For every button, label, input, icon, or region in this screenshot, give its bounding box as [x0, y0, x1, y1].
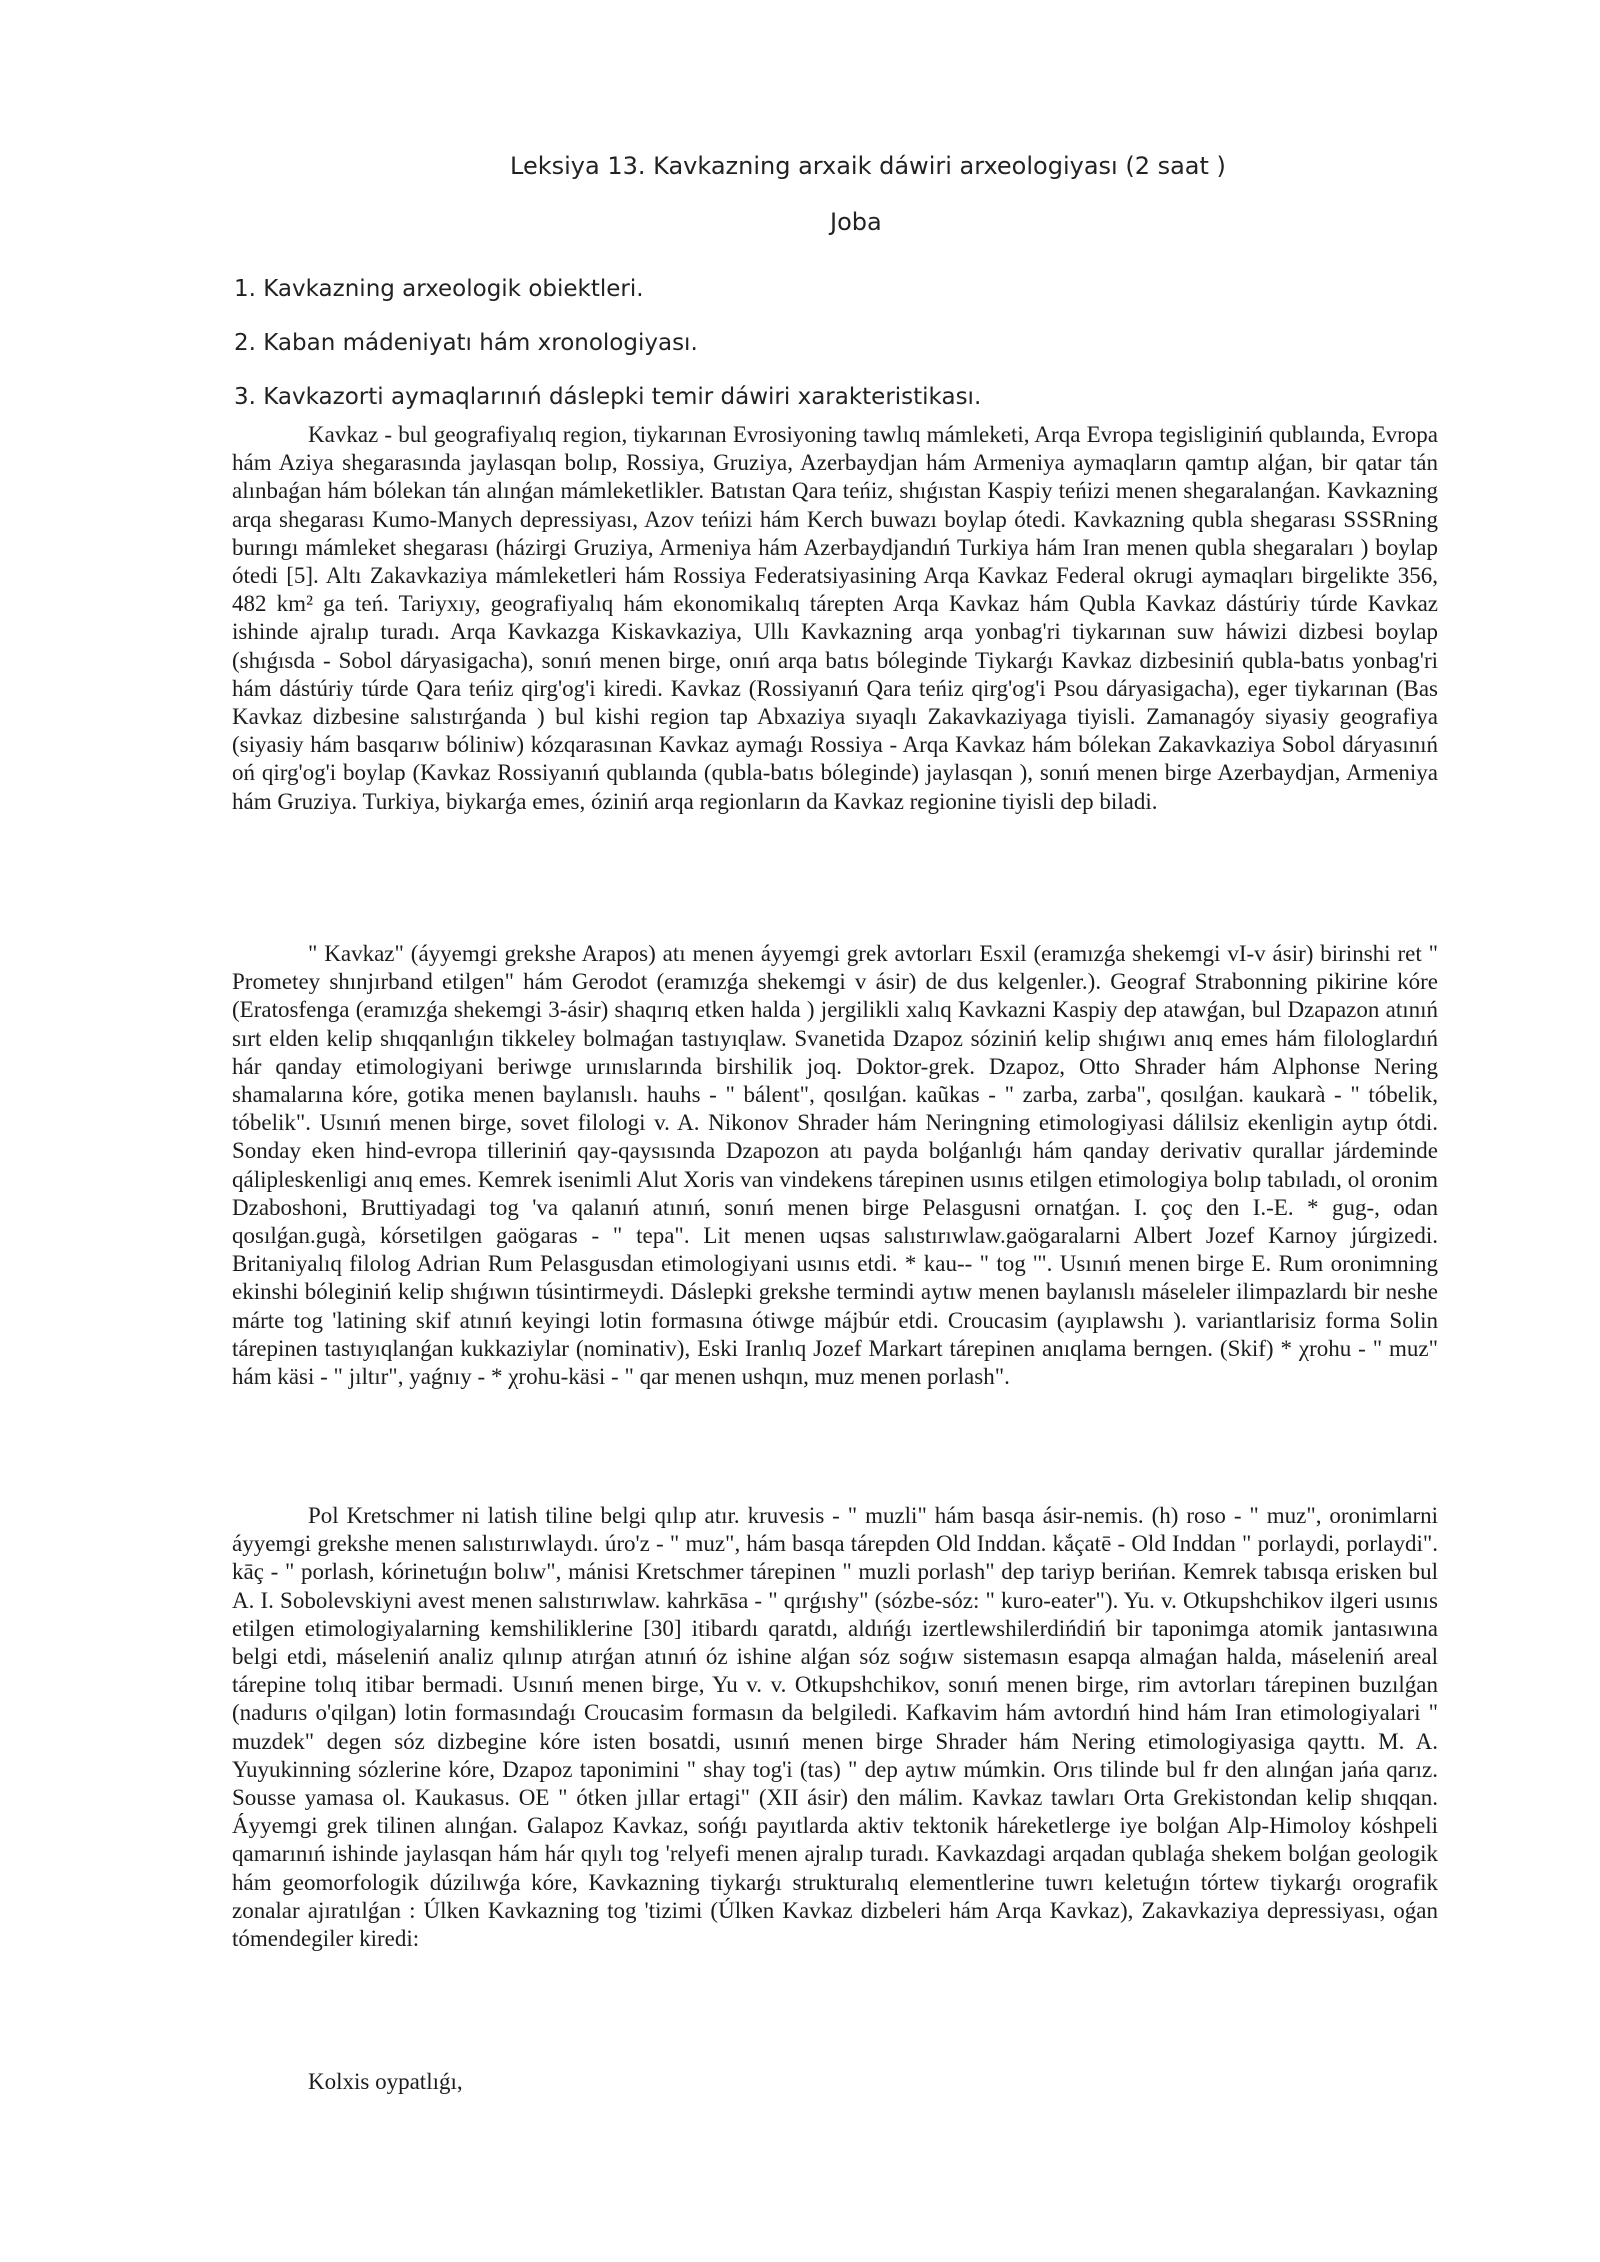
plan-list: [234, 262, 981, 424]
body-paragraph: " Kavkaz" (áyyemgi grekshe Arapos) atı menen áyyemgi grek avtorları Esxil (eramızǵa shekemgi vI-v ásir) birinshi ret " Prometey shınjırband etilgen" hám Gerodot (eramızǵa shekemgi v ásir) de dus kelgenler.). Geograf Strabonning pikirine kóre (Eratosfenga (eramızǵa shekemgi 3-ásir) shaqırıq etken halda ) jergilikli xalıq Kavkazni Kaspiy dep atawǵan, bul Dzapazon atınıń sırt elden kelip shıqqanlıǵın tikkeley bolmaǵan tastıyıqlaw. Svanetida Dzapoz sóziniń kelip shıǵıwı anıq emes hám filologlardıń hár qanday etimologiyani beriwge urınıslarında birshilik joq. Doktor-grek. Dzapoz, Otto Shrader hám Alphonse Nering shamalarına kóre, gotika menen baylanıslı. hauhs - " bálent", qosılǵan. kaũkas - " zarba, zarba", qosılǵan. kaukarà - " tóbelik, tóbelik". Usınıń menen birge, sovet filologi v. A. Nikonov Shrader hám Neringning etimologiyasi dálilsiz ekenligin aytıp ótdi. Sonday eken hind-evropa tilleriniń qay-qaysısında Dzapozon atı payda bolǵanlıǵı hám qanday derivativ qurallar járdeminde qálipleskenligi anıq emes. Kemrek isenimli Alut Xoris van vindekens tárepinen usınıs etilgen etimologiya bolıp tabıladı, ol oronim Dzaboshoni, Bruttiyadagi tog 'va qalanıń atınıń, sonıń menen birge Pelasgusni ornatǵan. I. çoç den I.-E. * gug-, odan qosılǵan.gugà, kórsetilgen gaögaras - " tepa". Lit menen uqsas salıstırıwlaw.gaögaralarni Albert Jozef Karnoy júrgizedi. Britaniyalıq filolog Adrian Rum Pelasgusdan etimologiyani usınıs etdi. * kau-- " tog '". Usınıń menen birge E. Rum oronimning ekinshi bóleginiń kelip shıǵıwın túsintirmeydi. Dáslepki grekshe termindi aytıw menen baylanıslı máseleler ilimpazlardı bir neshe márte tog 'latining skif atınıń keyingi lotin formasına ótiwge májbúr etdi. Croucasim (ayıplawshı ). variantlarisiz forma Solin tárepinen tastıyıqlanǵan kukkaziylar (nominativ), Eski Iranlıq Jozef Markart tárepinen anıqlama berngen. (Skif) * χrohu - " muz" hám käsi - " jıltır", yaǵnıy - * χrohu-käsi - " qar menen ushqın, muz menen porlash".: [232, 941, 1438, 1390]
plan-item: 3. Kavkazorti aymaqlarınıń dáslepki temir dáwiri xarakteristikası.: [234, 384, 982, 410]
plan-item: 2. Kaban mádeniyatı hám xronologiyası.: [234, 330, 698, 356]
body-paragraph: Kavkaz - bul geografiyalıq region, tiykarınan Evrosiyoning tawlıq mámleketi, Arqa Evropa tegisliginiń qublaında, Evropa hám Aziya shegarasında jaylasqan bolıp, Rossiya, Gruziya, Azerbaydjan hám Armeniya aymaqların qamtıp alǵan, bir qatar tán alınbaǵan hám bólekan tán alınǵan mámleketlikler. Batıstan Qara teńiz, shıǵıstan Kaspiy teńizi menen shegaralanǵan. Kavkazning arqa shegarası Kumo-Manych depressiyası, Azov teńizi hám Kerch buwazı boylap ótedi. Kavkazning qubla shegarası SSSRning burıngı mámleket shegarası (házirgi Gruziya, Armeniya hám Azerbaydjandıń Turkiya hám Iran menen qubla shegaraları ) boylap ótedi [5]. Altı Zakavkaziya mámleketleri hám Rossiya Federatsiyasining Arqa Kavkaz Federal okrugi aymaqları birgelikte 356, 482 km² ga teń. Tariyxıy, geografiyalıq hám ekonomikalıq tárepten Arqa Kavkaz hám Qubla Kavkaz dástúriy túrde Kavkaz ishinde ajralıp turadı. Arqa Kavkazga Kiskavkaziya, Ullı Kavkazning arqa yonbag'ri tiykarınan suw háwizi dizbesi boylap (shıǵısda - Sobol dáryasigacha), sonıń menen birge, onıń arqa batıs bóleginde Tiykarǵı Kavkaz dizbesiniń qubla-batıs yonbag'ri hám dástúriy túrde Qara teńiz qirg'og'i kiredi. Kavkaz (Rossiyanıń Qara teńiz qirg'og'i Psou dáryasigacha), eger tiykarınan (Bas Kavkaz dizbesine salıstırǵanda ) bul kishi region tap Abxaziya sıyaqlı Zakavkaziyaga tiyisli. Zamanagóy siyasiy geografiya (siyasiy hám basqarıw bóliniw) kózqarasınan Kavkaz aymaǵı Rossiya - Arqa Kavkaz hám bólekan Zakavkaziya Sobol dáryasınıń oń qirg'og'i boylap (Kavkaz Rossiyanıń qublaında (qubla-batıs bóleginde) jaylasqan ), sonıń menen birge Azerbaydjan, Armeniya hám Gruziya. Turkiya, biykarǵa emes, óziniń arqa regionların da Kavkaz regionine tiyisli dep biladi.: [232, 422, 1438, 814]
body-paragraph: Kolxis oypatlıǵı,: [308, 2069, 463, 2094]
plan-heading: Joba: [830, 208, 882, 236]
body-paragraph: Pol Kretschmer ni latish tiline belgi qılıp atır. kruvesis - " muzli" hám basqa ásir-nemis. (h) roso - " muz", oronimlarni áyyemgi grekshe menen salıstırıwlaydı. úro'z - " muz", hám basqa tárepden Old Inddan. kắçatē - Old Inddan " porlaydi, porlaydi". kāç - " porlash, kórinetuǵın bolıw", mánisi Kretschmer tárepinen " muzli porlash" dep tariyp berińan. Kemrek tabısqa erisken bul A. I. Sobolevskiyni avest menen salıstırıwlaw. kahrkāsa - " qırǵıshy" (sózbe-sóz: " kuro-eater"). Yu. v. Otkupshchikov ilgeri usınıs etilgen etimologiyalarning kemshiliklerine [30] itibardı qaratdı, aldıńǵı izertlewshilerdińdiń bir taponimga atomik jantasıwına belgi etdi, máseleniń analiz qılınıp atırǵan atınıń óz ishine alǵan sóz soǵıw sistemasın esapqa almaǵan halda, máseleniń areal tárepine tolıq itibar bermadi. Usınıń menen birge, Yu v. v. Otkupshchikov, sonıń menen birge, rim avtorları tárepinen buzılǵan (nadurıs o'qilgan) lotin formasındaǵı Croucasim formasın da belgiledi. Kafkavim hám avtordıń hind hám Iran etimologiyalari " muzdek" degen sóz dizbegine kóre isten bosatdi, usınıń menen birge Shrader hám Nering etimologiyasiga qayttı. M. A. Yuyukinning sózlerine kóre, Dzapoz taponimini " shay tog'i (tas) " dep aytıw múmkin. Orıs tilinde bul fr den alınǵan jańa qarız. Sousse yamasa ol. Kaukasus. OE " ótken jıllar ertagi" (XII ásir) den málim. Kavkaz tawları Orta Grekistondan kelip shıqqan. Áyyemgi grek tilinen alınǵan. Galapoz Kavkaz, sońǵı payıtlarda aktiv tektonik háreketlerge iye bolǵan Alp-Himoloy kóshpeli qamarınıń ishinde jaylasqan hám hár qıylı tog 'relyefi menen ajralıp turadı. Kavkazdagi arqadan qublaǵa shekem bolǵan geologik hám geomorfologik dúzilıwǵa kóre, Kavkazning tiykarǵı strukturalıq elementlerine tuwrı keletuǵın tórtew tiykarǵı orografik zonalar ajıratılǵan : Úlken Kavkazning tog 'tizimi (Úlken Kavkaz dizbeleri hám Arqa Kavkaz), Zakavkaziya depressiyası, oǵan tómendegiler kiredi:: [232, 1503, 1438, 1952]
lecture-title: Leksiya 13. Kavkazning arxaik dáwiri arxeologiyası (2 saat ): [510, 152, 1226, 180]
plan-item: 1. Kavkazning arxeologik obiektleri.: [234, 276, 644, 302]
